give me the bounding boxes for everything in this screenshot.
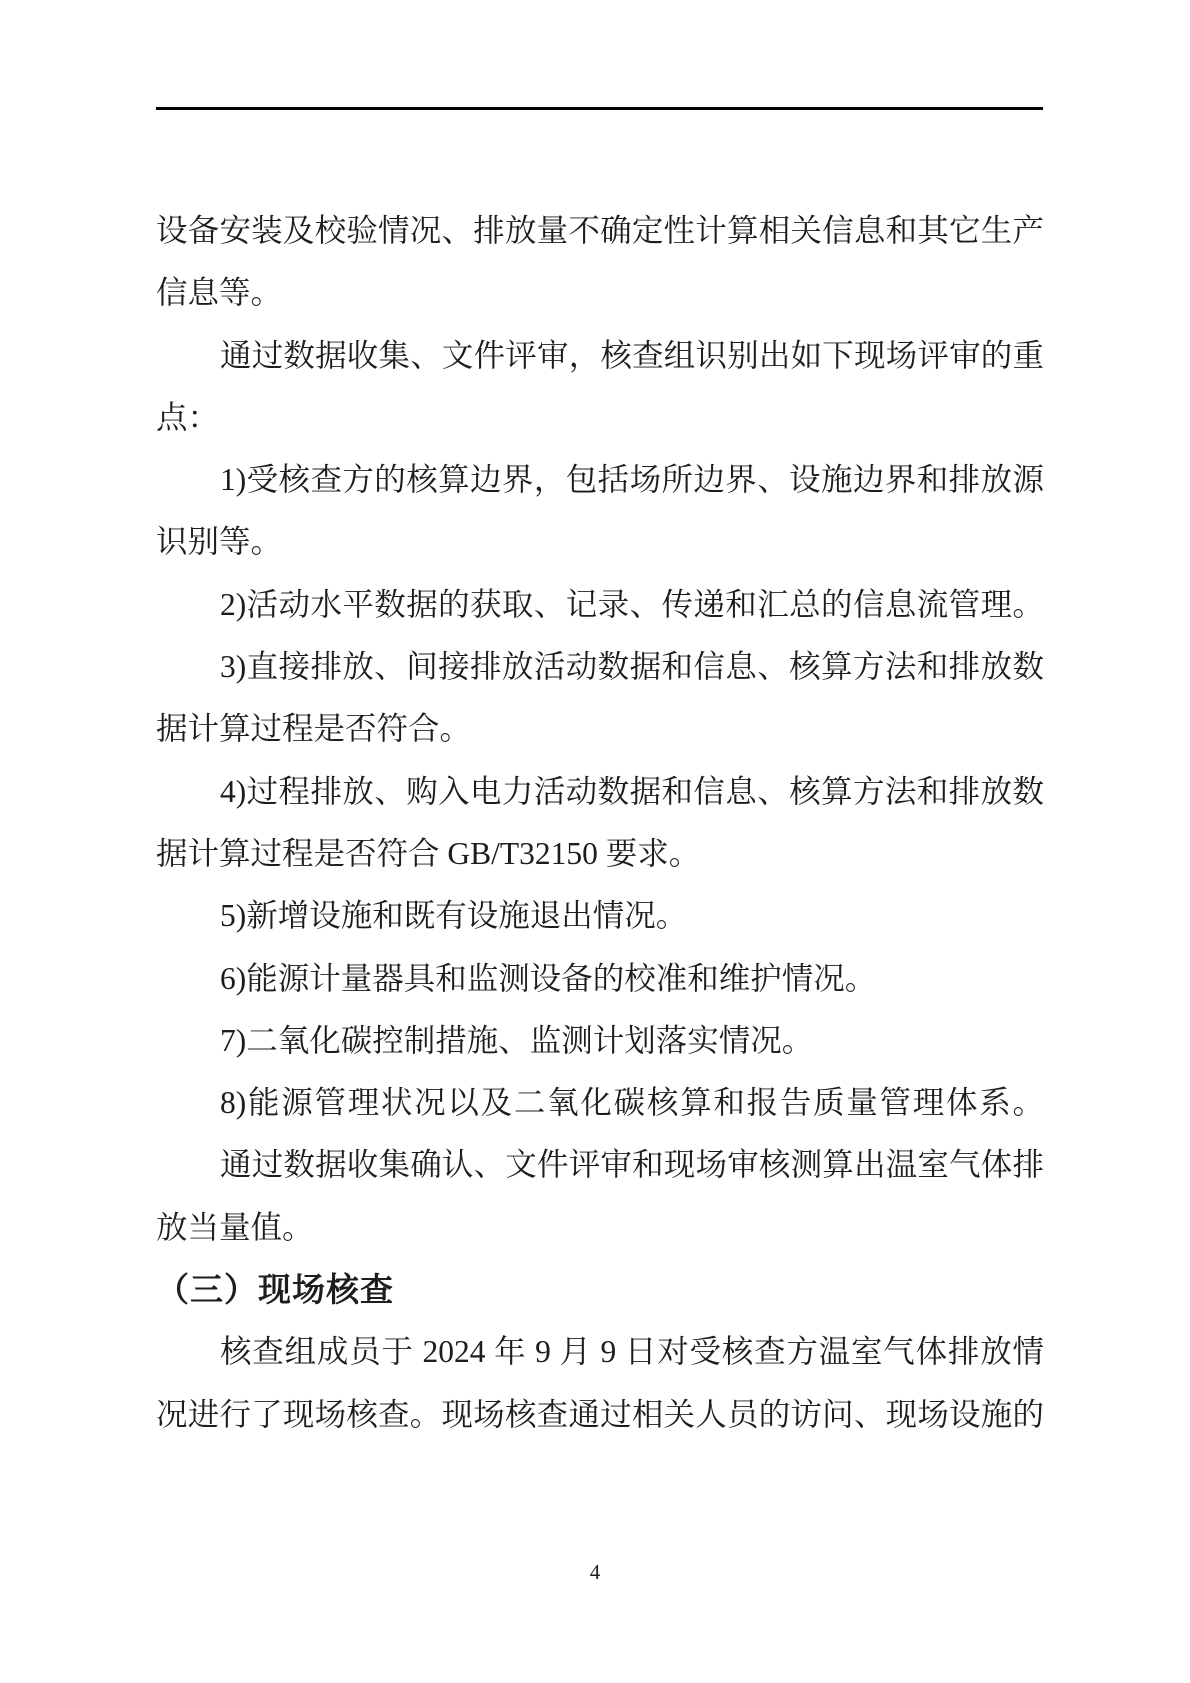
- text-line: 放当量值。: [156, 1209, 314, 1245]
- text-line: 1)受核查方的核算边界，包括场所边界、设施边界和排放源: [220, 462, 1044, 498]
- text-line: 点：: [156, 399, 220, 435]
- section-heading: （三）现场核查: [156, 1271, 394, 1309]
- text-line: 识别等。: [156, 524, 283, 560]
- text-line: 6)能源计量器具和监测设备的校准和维护情况。: [220, 960, 877, 996]
- text-line: 7)二氧化碳控制措施、监测计划落实情况。: [220, 1022, 814, 1058]
- text-line: 况进行了现场核查。现场核查通过相关人员的访问、现场设施的: [156, 1396, 1044, 1432]
- text-line: 据计算过程是否符合。: [156, 711, 472, 747]
- text-line: 8)能源管理状况以及二氧化碳核算和报告质量管理体系。: [220, 1085, 1044, 1121]
- text-line: 信息等。: [156, 275, 283, 311]
- document-body: [156, 200, 1044, 1446]
- text-line: 通过数据收集、文件评审，核查组识别出如下现场评审的重: [220, 337, 1044, 373]
- text-line: 设备安装及校验情况、排放量不确定性计算相关信息和其它生产: [156, 213, 1044, 248]
- text-line: 据计算过程是否符合 GB/T32150 要求。: [156, 835, 701, 871]
- text-line: 通过数据收集确认、文件评审和现场审核测算出温室气体排: [220, 1147, 1044, 1183]
- text-line: 核查组成员于 2024 年 9 月 9 日对受核查方温室气体排放情: [220, 1334, 1044, 1370]
- text-line: 4)过程排放、购入电力活动数据和信息、核算方法和排放数: [220, 773, 1044, 809]
- text-line: 3)直接排放、间接排放活动数据和信息、核算方法和排放数: [220, 649, 1044, 685]
- text-line: 5)新增设施和既有设施退出情况。: [220, 898, 688, 934]
- header-rule: [156, 107, 1043, 110]
- page-number: 4: [589, 1560, 601, 1584]
- text-line: 2)活动水平数据的获取、记录、传递和汇总的信息流管理。: [220, 586, 1044, 622]
